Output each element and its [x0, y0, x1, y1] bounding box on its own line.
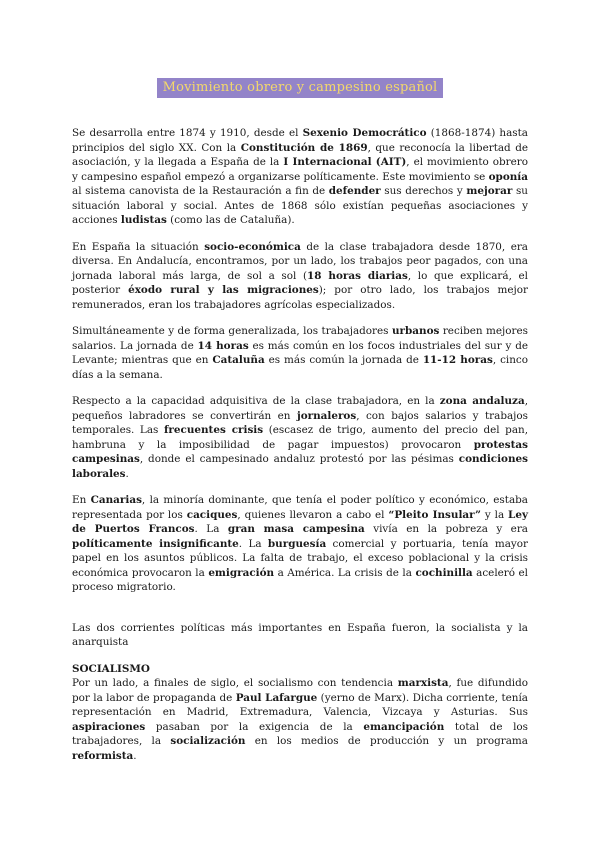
text-run: . La — [194, 523, 228, 535]
text-run: en los medios de producción y un programa — [245, 735, 528, 747]
spacer — [72, 607, 528, 621]
paragraph-urbanos — [72, 324, 528, 382]
text-run: de la clase trabajadora desde 1870, era diversa. En Andalucía, encontramos, por un lado, los trabajos peor pagados, con una jornada laboral más larga, de sol a sol ( — [72, 240, 529, 282]
bold-term: emigración — [208, 566, 275, 579]
text-run: Simultáneamente y de forma generalizada, los trabajadores — [72, 325, 392, 337]
paragraph-corrientes — [72, 621, 528, 650]
text-run: al sistema canovista de la Restauración a fin de — [72, 185, 329, 197]
text-run: , fue difundido por la labor de propaganda de — [72, 677, 528, 704]
document-body — [72, 126, 528, 775]
bold-term: socialización — [170, 735, 246, 747]
bold-term: Canarias — [90, 494, 142, 506]
text-run: . — [133, 749, 137, 762]
bold-term: Ley de Puertos Francos — [72, 508, 529, 535]
bold-term: protestas campesinas — [72, 438, 528, 465]
text-run: , quienes llevaron a cabo el — [237, 508, 389, 521]
text-run: y la — [480, 508, 509, 521]
text-run: Respecto a la capacidad adquisitiva de la clase trabajadora, en la — [72, 395, 440, 407]
bold-term: urbanos — [391, 325, 440, 337]
bold-term: aspiraciones — [72, 720, 146, 733]
text-run: , cinco días a la semana. — [72, 354, 528, 381]
bold-term: mejorar — [466, 185, 513, 197]
heading-socialismo: SOCIALISMO — [72, 662, 150, 675]
bold-term: frecuentes crisis — [163, 424, 264, 436]
text-run: , donde el campesinado andaluz protestó por las pésimas — [139, 453, 459, 465]
text-run: Se desarrolla entre 1874 y 1910, desde el — [72, 127, 303, 139]
bold-term: políticamente insignificante — [72, 537, 239, 550]
paragraph-capacidad-adquisitiva — [72, 394, 528, 481]
text-run: , que reconocía la libertad de asociación, y la llegada a España de la — [72, 141, 528, 168]
bold-term: ludistas — [120, 214, 167, 226]
bold-term: emancipación — [363, 720, 445, 733]
bold-term: burguesía — [267, 537, 327, 550]
bold-term: oponía — [488, 170, 528, 183]
bold-term: defender — [328, 185, 381, 197]
document-title: Movimiento obrero y campesino español — [157, 78, 444, 98]
text-run: (como las de Cataluña). — [166, 214, 295, 226]
text-run: ); por otro lado, los trabajos mejor remunerados, eran los trabajadores agrícolas especializados. — [72, 284, 528, 311]
text-run: Las dos corrientes políticas más importantes en España fueron, la socialista y la anarquista — [72, 621, 528, 648]
text-run: reciben mejores salarios. La jornada de — [72, 325, 528, 352]
bold-term: condiciones laborales — [72, 453, 528, 480]
bold-term: gran masa campesina — [227, 523, 365, 535]
bold-term: zona andaluza — [439, 395, 525, 407]
text-run: aceleró el proceso migratorio. — [72, 566, 528, 593]
bold-term: jornaleros — [296, 409, 357, 422]
text-run: , pequeños labradores se convertirán en — [72, 395, 529, 422]
text-run: comercial y portuaria, tenía mayor papel en los asuntos públicos. La falta de trabajo, el exceso poblacional y la crisis económica provocaron la — [72, 537, 528, 579]
text-run: su situación laboral y social. Antes de 1868 sólo existían pequeñas asociaciones y acciones — [72, 185, 528, 226]
text-run: . La — [238, 537, 268, 550]
bold-term: 18 horas diarias — [307, 269, 408, 282]
bold-term: Paul Lafargue — [235, 691, 318, 704]
bold-term: Cataluña — [212, 354, 265, 366]
bold-term: cochinilla — [415, 566, 473, 579]
bold-term: Constitución de 1869 — [240, 141, 368, 154]
title-container — [0, 76, 600, 98]
text-run: (yerno de Marx). Dicha corriente, tenía representación en Madrid, Extremadura, Valencia, Vizcaya y Asturias. Sus — [72, 691, 528, 718]
bold-term: socio-económica — [204, 240, 301, 253]
text-run: total de los trabajadores, la — [72, 720, 528, 747]
text-run: (escasez de trigo, aumento del precio del pan, hambruna y la imposibilidad de pagar impuestos) provocaron — [72, 424, 529, 451]
bold-term: 14 horas — [197, 339, 249, 352]
paragraph-sexenio — [72, 126, 528, 228]
bold-term: éxodo rural y las migraciones — [128, 284, 319, 296]
bold-term: reformista — [72, 749, 134, 762]
text-run: , la minoría dominante, que tenía el poder político y económico, estaba representada por los — [72, 494, 528, 521]
bold-term: I Internacional (AIT) — [283, 156, 407, 168]
text-run: , lo que explicará, el posterior — [72, 269, 528, 296]
text-run: (1868-1874) hasta principios del siglo XX. Con la — [72, 127, 529, 154]
bold-term: Sexenio Democrático — [302, 127, 427, 139]
bold-term: “Pleito Insular” — [388, 508, 481, 521]
paragraph-socioeconomica — [72, 240, 528, 313]
text-run: Por un lado, a finales de siglo, el socialismo con tendencia — [72, 677, 398, 689]
paragraph-socialismo — [72, 676, 528, 763]
text-run: En España la situación — [72, 240, 205, 253]
text-run: es más común en los focos industriales del sur y de Levante; mientras que en — [72, 339, 528, 366]
text-run: En — [72, 494, 91, 506]
text-run: , el movimiento obrero y campesino español empezó a organizarse políticamente. Este movimiento se — [72, 156, 528, 183]
text-run: sus derechos y — [380, 185, 467, 197]
bold-term: marxista — [397, 677, 449, 689]
paragraph-canarias — [72, 493, 528, 595]
text-run: a América. La crisis de la — [274, 566, 416, 579]
text-run: pasaban por la exigencia de la — [145, 720, 364, 733]
bold-term: caciques — [186, 508, 238, 521]
text-run: , con bajos salarios y trabajos temporales. Las — [72, 409, 528, 436]
text-run: vivía en la pobreza y era — [364, 523, 528, 535]
text-run: es más común la jornada de — [264, 354, 423, 366]
bold-term: 11-12 horas — [422, 354, 493, 366]
text-run: . — [125, 467, 129, 480]
